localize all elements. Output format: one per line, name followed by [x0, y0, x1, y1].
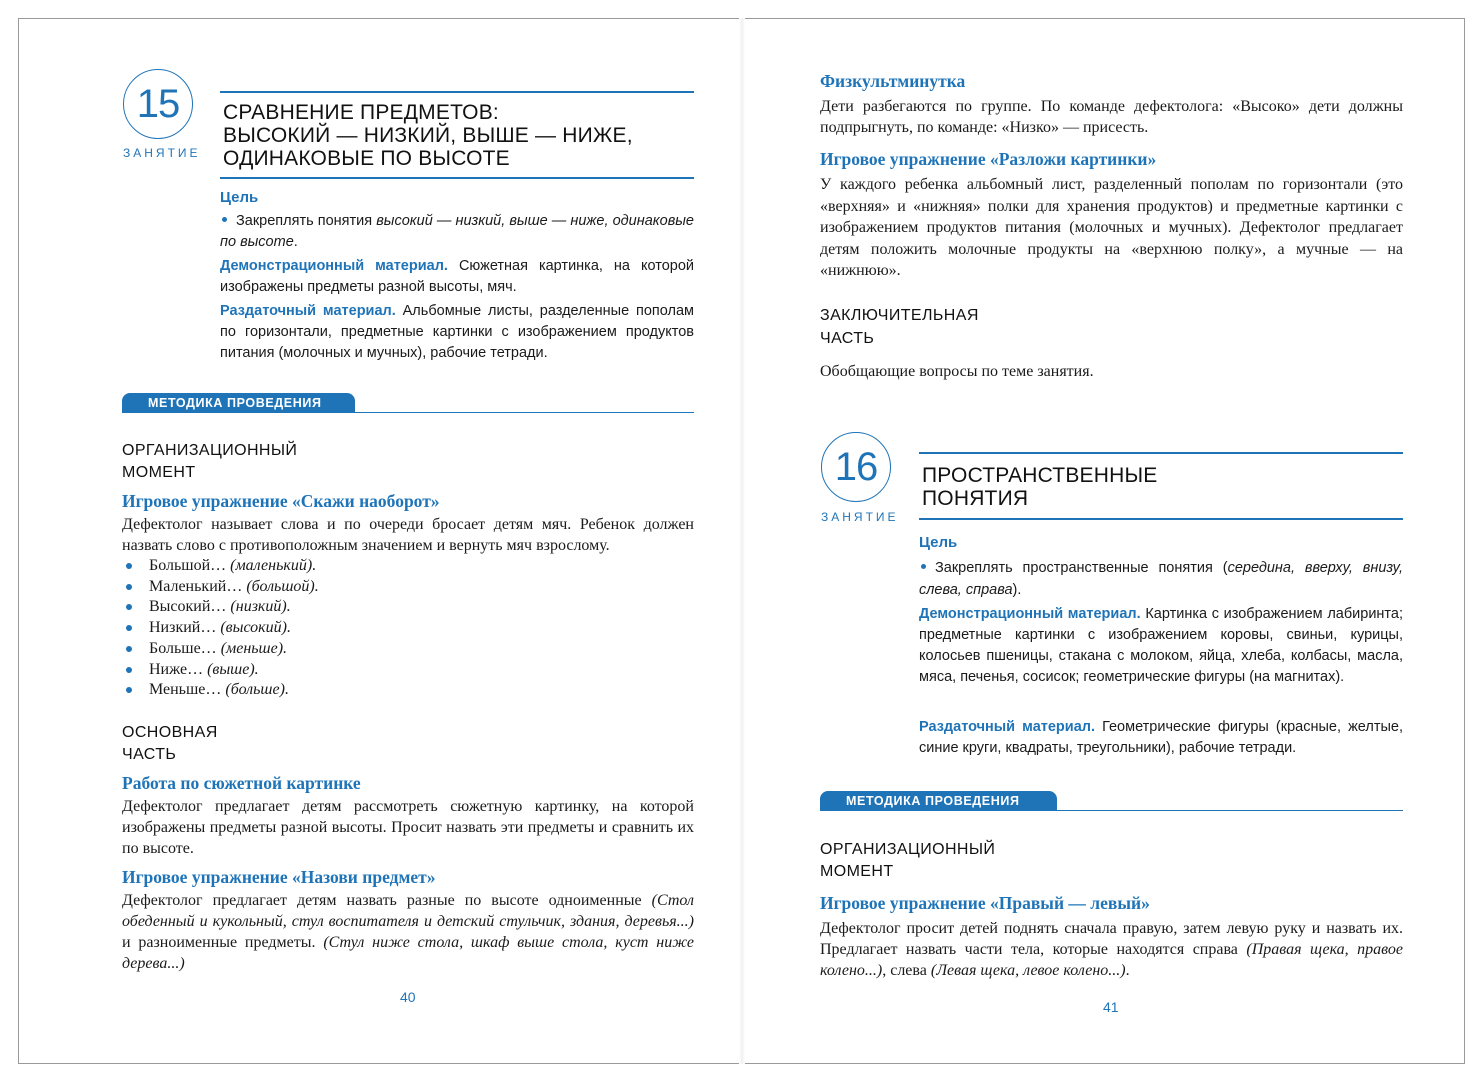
exercise-text: Дефектолог предлагает детям рассмотреть сюжетную картинку, на которой изображены предметы разной высоты. Просит назвать эти предметы и сравнить их по высоте.	[122, 798, 694, 857]
exercise-text: Дефектолог называет слова и по очереди бросает детям мяч. Ребенок должен назвать слово с противоположным значением и вернуть мяч взрослому.	[122, 516, 694, 554]
title-line: ОДИНАКОВЫЕ ПО ВЫСОТЕ	[223, 147, 510, 170]
list-item	[122, 618, 319, 639]
title-line: ПОНЯТИЯ	[922, 487, 1029, 510]
handout-text: Альбомные листы, разделенные пополам по горизонтали, предметные картинки с изображением продуктов питания (молочных и мучных), рабочие тетради.	[220, 303, 694, 361]
method-tab: МЕТОДИКА ПРОВЕДЕНИЯ	[820, 791, 1057, 811]
exercise-text	[820, 918, 1403, 981]
section-line: ЗАКЛЮЧИТЕЛЬНАЯ	[820, 307, 979, 324]
section-org	[122, 440, 297, 484]
list-item	[122, 660, 319, 681]
handout-text: Геометрические фигуры (красные, желтые, синие круги, квадраты, треугольники), рабочие тетради.	[919, 719, 1403, 756]
handout-material	[919, 717, 1403, 759]
title-rule-bottom	[220, 177, 694, 179]
bullet-icon	[126, 604, 132, 610]
goal-text	[919, 557, 1403, 601]
bullet-icon	[126, 667, 132, 673]
item-hint: (меньше).	[220, 639, 288, 657]
text-part: Дефектолог предлагает детям назвать разные по высоте одноименные	[122, 892, 652, 909]
title-line: ВЫСОКИЙ — НИЗКИЙ, ВЫШЕ — НИЖЕ,	[223, 124, 633, 147]
method-bar	[820, 791, 1403, 811]
item-word: Большой…	[149, 557, 231, 574]
goal-italic: высокий — низкий, выше — ниже, одинаковые по высоте	[220, 213, 694, 250]
title-rule-top	[919, 452, 1403, 454]
handout-label: Раздаточный материал.	[919, 719, 1096, 735]
goal-end: .	[293, 234, 298, 250]
bullet-icon	[126, 563, 132, 569]
section-line: ОСНОВНАЯ	[122, 724, 218, 741]
item-word: Больше…	[149, 639, 221, 657]
section-final	[820, 304, 979, 350]
goal-text	[220, 211, 694, 253]
title-line: СРАВНЕНИЕ ПРЕДМЕТОВ:	[223, 101, 499, 124]
list-item	[122, 577, 319, 598]
exercise-heading: Игровое упражнение «Назови предмет»	[122, 867, 436, 887]
section-org	[820, 839, 995, 883]
exercise-heading: Физкультминутка	[820, 71, 966, 91]
exercise-text: Дети разбегаются по группе. По команде дефектолога: «Высоко» дети должны подпрыгнуть, по команде: «Низко» — присесть.	[820, 98, 1403, 136]
text-part: , слева	[882, 962, 931, 979]
final-text: Обобщающие вопросы по теме занятия.	[820, 363, 1094, 380]
bullet-icon	[222, 217, 227, 222]
antonym-list	[122, 556, 319, 701]
lesson-title	[922, 464, 1157, 510]
italic-part: (Левая щека, левое колено...)	[930, 962, 1126, 979]
text-part: .	[1125, 962, 1130, 979]
list-item	[122, 639, 319, 660]
demo-text: Сюжетная картинка, на которой изображены предметы разной высоты, мяч.	[220, 258, 695, 295]
title-rule-bottom	[919, 518, 1403, 520]
item-word: Ниже…	[149, 660, 208, 678]
exercise-heading: Игровое упражнение «Скажи наоборот»	[122, 491, 440, 511]
bullet-icon	[126, 584, 132, 590]
exercise-text	[122, 890, 694, 974]
goal-lead: Закреплять понятия	[236, 213, 377, 229]
demo-material	[220, 256, 694, 298]
item-hint: (выше).	[207, 660, 259, 678]
list-item	[122, 680, 319, 701]
goal-italic: середина, вверху, внизу, слева, справа	[919, 560, 1403, 598]
page-number: 40	[400, 989, 416, 1005]
lesson-number-badge: 15	[123, 69, 193, 139]
section-line: МОМЕНТ	[820, 863, 894, 880]
method-bar	[122, 393, 694, 413]
italic-part: (Стол обеденный и кукольный, стул воспитателя и детский стульчик, здания, деревья...)	[122, 892, 694, 930]
list-item	[122, 597, 319, 618]
demo-label: Демонстрационный материал.	[220, 258, 448, 274]
title-rule-top	[220, 91, 694, 93]
item-word: Меньше…	[149, 681, 226, 699]
demo-material	[919, 604, 1403, 688]
exercise-heading: Работа по сюжетной картинке	[122, 773, 361, 793]
page-fold	[739, 18, 745, 1064]
lesson-number-badge: 16	[821, 432, 891, 502]
demo-label: Демонстрационный материал.	[919, 606, 1141, 622]
title-line: ПРОСТРАНСТВЕННЫЕ	[922, 464, 1158, 487]
list-item	[122, 556, 319, 577]
item-hint: (низкий).	[230, 598, 291, 616]
section-line: МОМЕНТ	[122, 464, 196, 481]
text-part: Дефектолог просит детей поднять сначала правую, затем левую руку и назвать их. Предлагает назвать части тела, которые находятся справа	[820, 920, 1403, 958]
handout-label: Раздаточный материал.	[220, 303, 396, 319]
text-part: и разноименные предметы.	[122, 934, 324, 951]
section-line: ЧАСТЬ	[122, 746, 177, 763]
section-main	[122, 722, 218, 766]
goal-end: ).	[1012, 582, 1022, 598]
goal-lead: Закреплять пространственные понятия (	[935, 560, 1228, 576]
lesson-label: ЗАНЯТИЕ	[123, 146, 201, 160]
item-hint: (больше).	[225, 681, 289, 699]
bullet-icon	[921, 564, 926, 569]
exercise-text: У каждого ребенка альбомный лист, разделенный пополам по горизонтали (это «верхняя» и «нижняя» полки для хранения продуктов) и предметные картинки с изображением продуктов питания (молочных и мучных). Дефектолог предлагает детям положить молочные продукты на «верхнюю полку», а мучные — на «нижнюю».	[820, 176, 1403, 280]
section-line: ЧАСТЬ	[820, 330, 875, 347]
bullet-icon	[126, 625, 132, 631]
item-word: Маленький…	[149, 577, 247, 595]
item-hint: (большой).	[246, 577, 319, 595]
demo-text: Картинка с изображением лабиринта; предметные картинки с изображением коровы, свиньи, курицы, колосьев пшеницы, стакана с молоком, яйца, хлеба, колбасы, масла, мяса, печенья, сосисок; геометрические фигуры (на магнитах).	[919, 606, 1403, 685]
bullet-icon	[126, 687, 132, 693]
page-number: 41	[1103, 999, 1119, 1015]
method-tab: МЕТОДИКА ПРОВЕДЕНИЯ	[122, 393, 355, 413]
exercise-heading: Игровое упражнение «Разложи картинки»	[820, 149, 1157, 169]
item-hint: (высокий).	[220, 619, 291, 637]
handout-material	[220, 301, 694, 364]
italic-part: (Правая щека, правое колено...)	[820, 941, 1403, 979]
goal-heading: Цель	[919, 534, 958, 551]
exercise-heading: Игровое упражнение «Правый — левый»	[820, 893, 1150, 913]
lesson-label: ЗАНЯТИЕ	[821, 510, 899, 524]
section-line: ОРГАНИЗАЦИОННЫЙ	[122, 442, 298, 459]
italic-part: (Стул ниже стола, шкаф выше стола, куст ниже дерева...)	[122, 934, 695, 972]
bullet-icon	[126, 646, 132, 652]
section-line: ОРГАНИЗАЦИОННЫЙ	[820, 841, 996, 858]
item-word: Низкий…	[149, 619, 221, 637]
goal-heading: Цель	[220, 189, 259, 206]
item-hint: (маленький).	[230, 557, 317, 574]
item-word: Высокий…	[149, 598, 231, 616]
lesson-title	[223, 101, 633, 170]
